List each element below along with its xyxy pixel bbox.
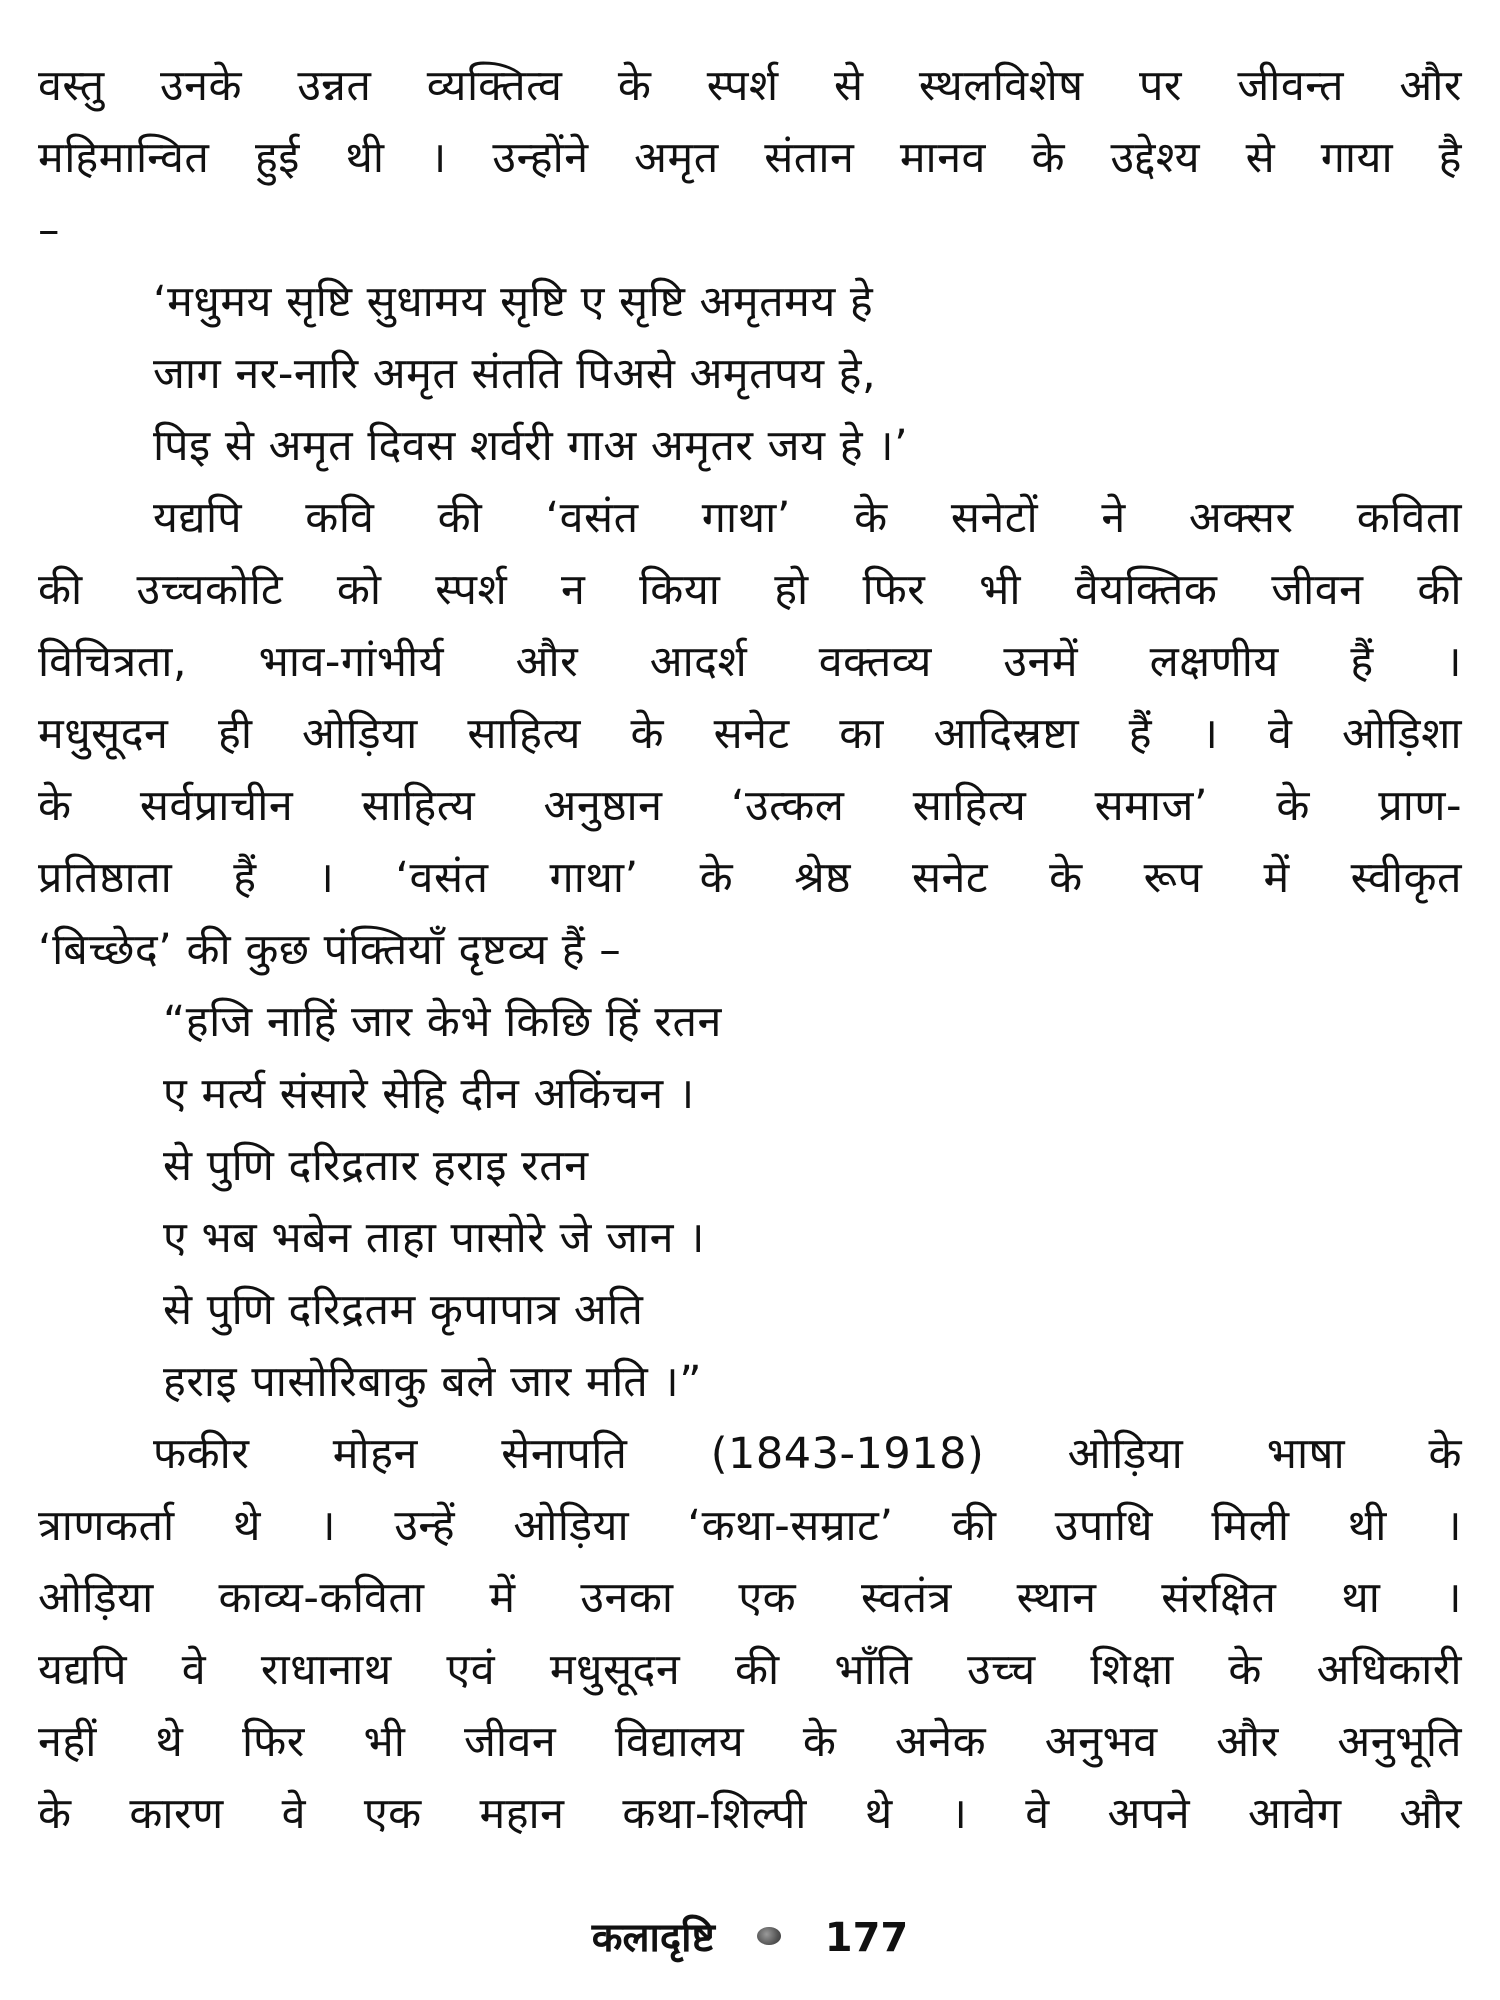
bullet-icon xyxy=(757,1927,781,1945)
paragraph-first-line: यद्यपि कवि की ‘वसंत गाथा’ के सनेटों ने अक्सर कविता xyxy=(153,493,1462,543)
text-line: की उच्चकोटि को स्पर्श न किया हो फिर भी वैयक्तिक जीवन की xyxy=(38,565,1462,615)
verse-line: पिइ से अमृत दिवस शर्वरी गाअ अमृतर जय हे ।’ xyxy=(153,421,909,471)
verse-line: ए मर्त्य संसारे सेहि दीन अकिंचन । xyxy=(163,1069,695,1119)
verse-line: से पुणि दरिद्रतम कृपापात्र अति xyxy=(163,1285,644,1335)
text-line: ‘बिच्छेद’ की कुछ पंक्तियाँ दृष्टव्य हैं – xyxy=(38,925,622,975)
verse-line: ‘मधुमय सृष्टि सुधामय सृष्टि ए सृष्टि अमृतमय हे xyxy=(153,277,874,327)
verse-line: जाग नर-नारि अमृत संतति पिअसे अमृतपय हे, xyxy=(153,349,877,399)
paragraph-first-line: फकीर मोहन सेनापति (1843-1918) ओड़िया भाषा के xyxy=(153,1429,1462,1479)
text-line: विचित्रता, भाव-गांभीर्य और आदर्श वक्तव्य उनमें लक्षणीय हैं । xyxy=(38,637,1462,687)
verse-line: से पुणि दरिद्रतार हराइ रतन xyxy=(163,1141,589,1191)
text-line: मधुसूदन ही ओड़िया साहित्य के सनेट का आदिस्रष्टा हैं । वे ओड़िशा xyxy=(38,709,1462,759)
verse-line: ए भब भबेन ताहा पासोरे जे जान । xyxy=(163,1213,705,1263)
page-number: 177 xyxy=(824,1915,909,1961)
text-line: नहीं थे फिर भी जीवन विद्यालय के अनेक अनुभव और अनुभूति xyxy=(38,1717,1462,1767)
text-line: वस्तु उनके उन्नत व्यक्तित्व के स्पर्श से स्थलविशेष पर जीवन्त और xyxy=(38,61,1462,111)
text-line: त्राणकर्ता थे । उन्हें ओड़िया ‘कथा-सम्राट’ की उपाधि मिली थी । xyxy=(38,1501,1462,1551)
body-text xyxy=(38,50,1462,1850)
text-line: – xyxy=(38,205,60,255)
text-line: के सर्वप्राचीन साहित्य अनुष्ठान ‘उत्कल साहित्य समाज’ के प्राण- xyxy=(38,781,1462,831)
verse-line: हराइ पासोरिबाकु बले जार मति ।” xyxy=(163,1357,702,1407)
journal-title: कलादृष्टि xyxy=(591,1915,715,1961)
text-line: यद्यपि वे राधानाथ एवं मधुसूदन की भाँति उच्च शिक्षा के अधिकारी xyxy=(38,1645,1462,1695)
text-line: प्रतिष्ठाता हैं । ‘वसंत गाथा’ के श्रेष्ठ सनेट के रूप में स्वीकृत xyxy=(38,853,1462,903)
text-line: ओड़िया काव्य-कविता में उनका एक स्वतंत्र स्थान संरक्षित था । xyxy=(38,1573,1462,1623)
page-footer xyxy=(0,1908,1500,1968)
text-line: महिमान्वित हुई थी । उन्होंने अमृत संतान मानव के उद्देश्य से गाया है xyxy=(38,133,1462,183)
verse-line: “हजि नाहिं जार केभे किछि हिं रतन xyxy=(163,997,722,1047)
text-line: के कारण वे एक महान कथा-शिल्पी थे । वे अपने आवेग और xyxy=(38,1789,1462,1839)
